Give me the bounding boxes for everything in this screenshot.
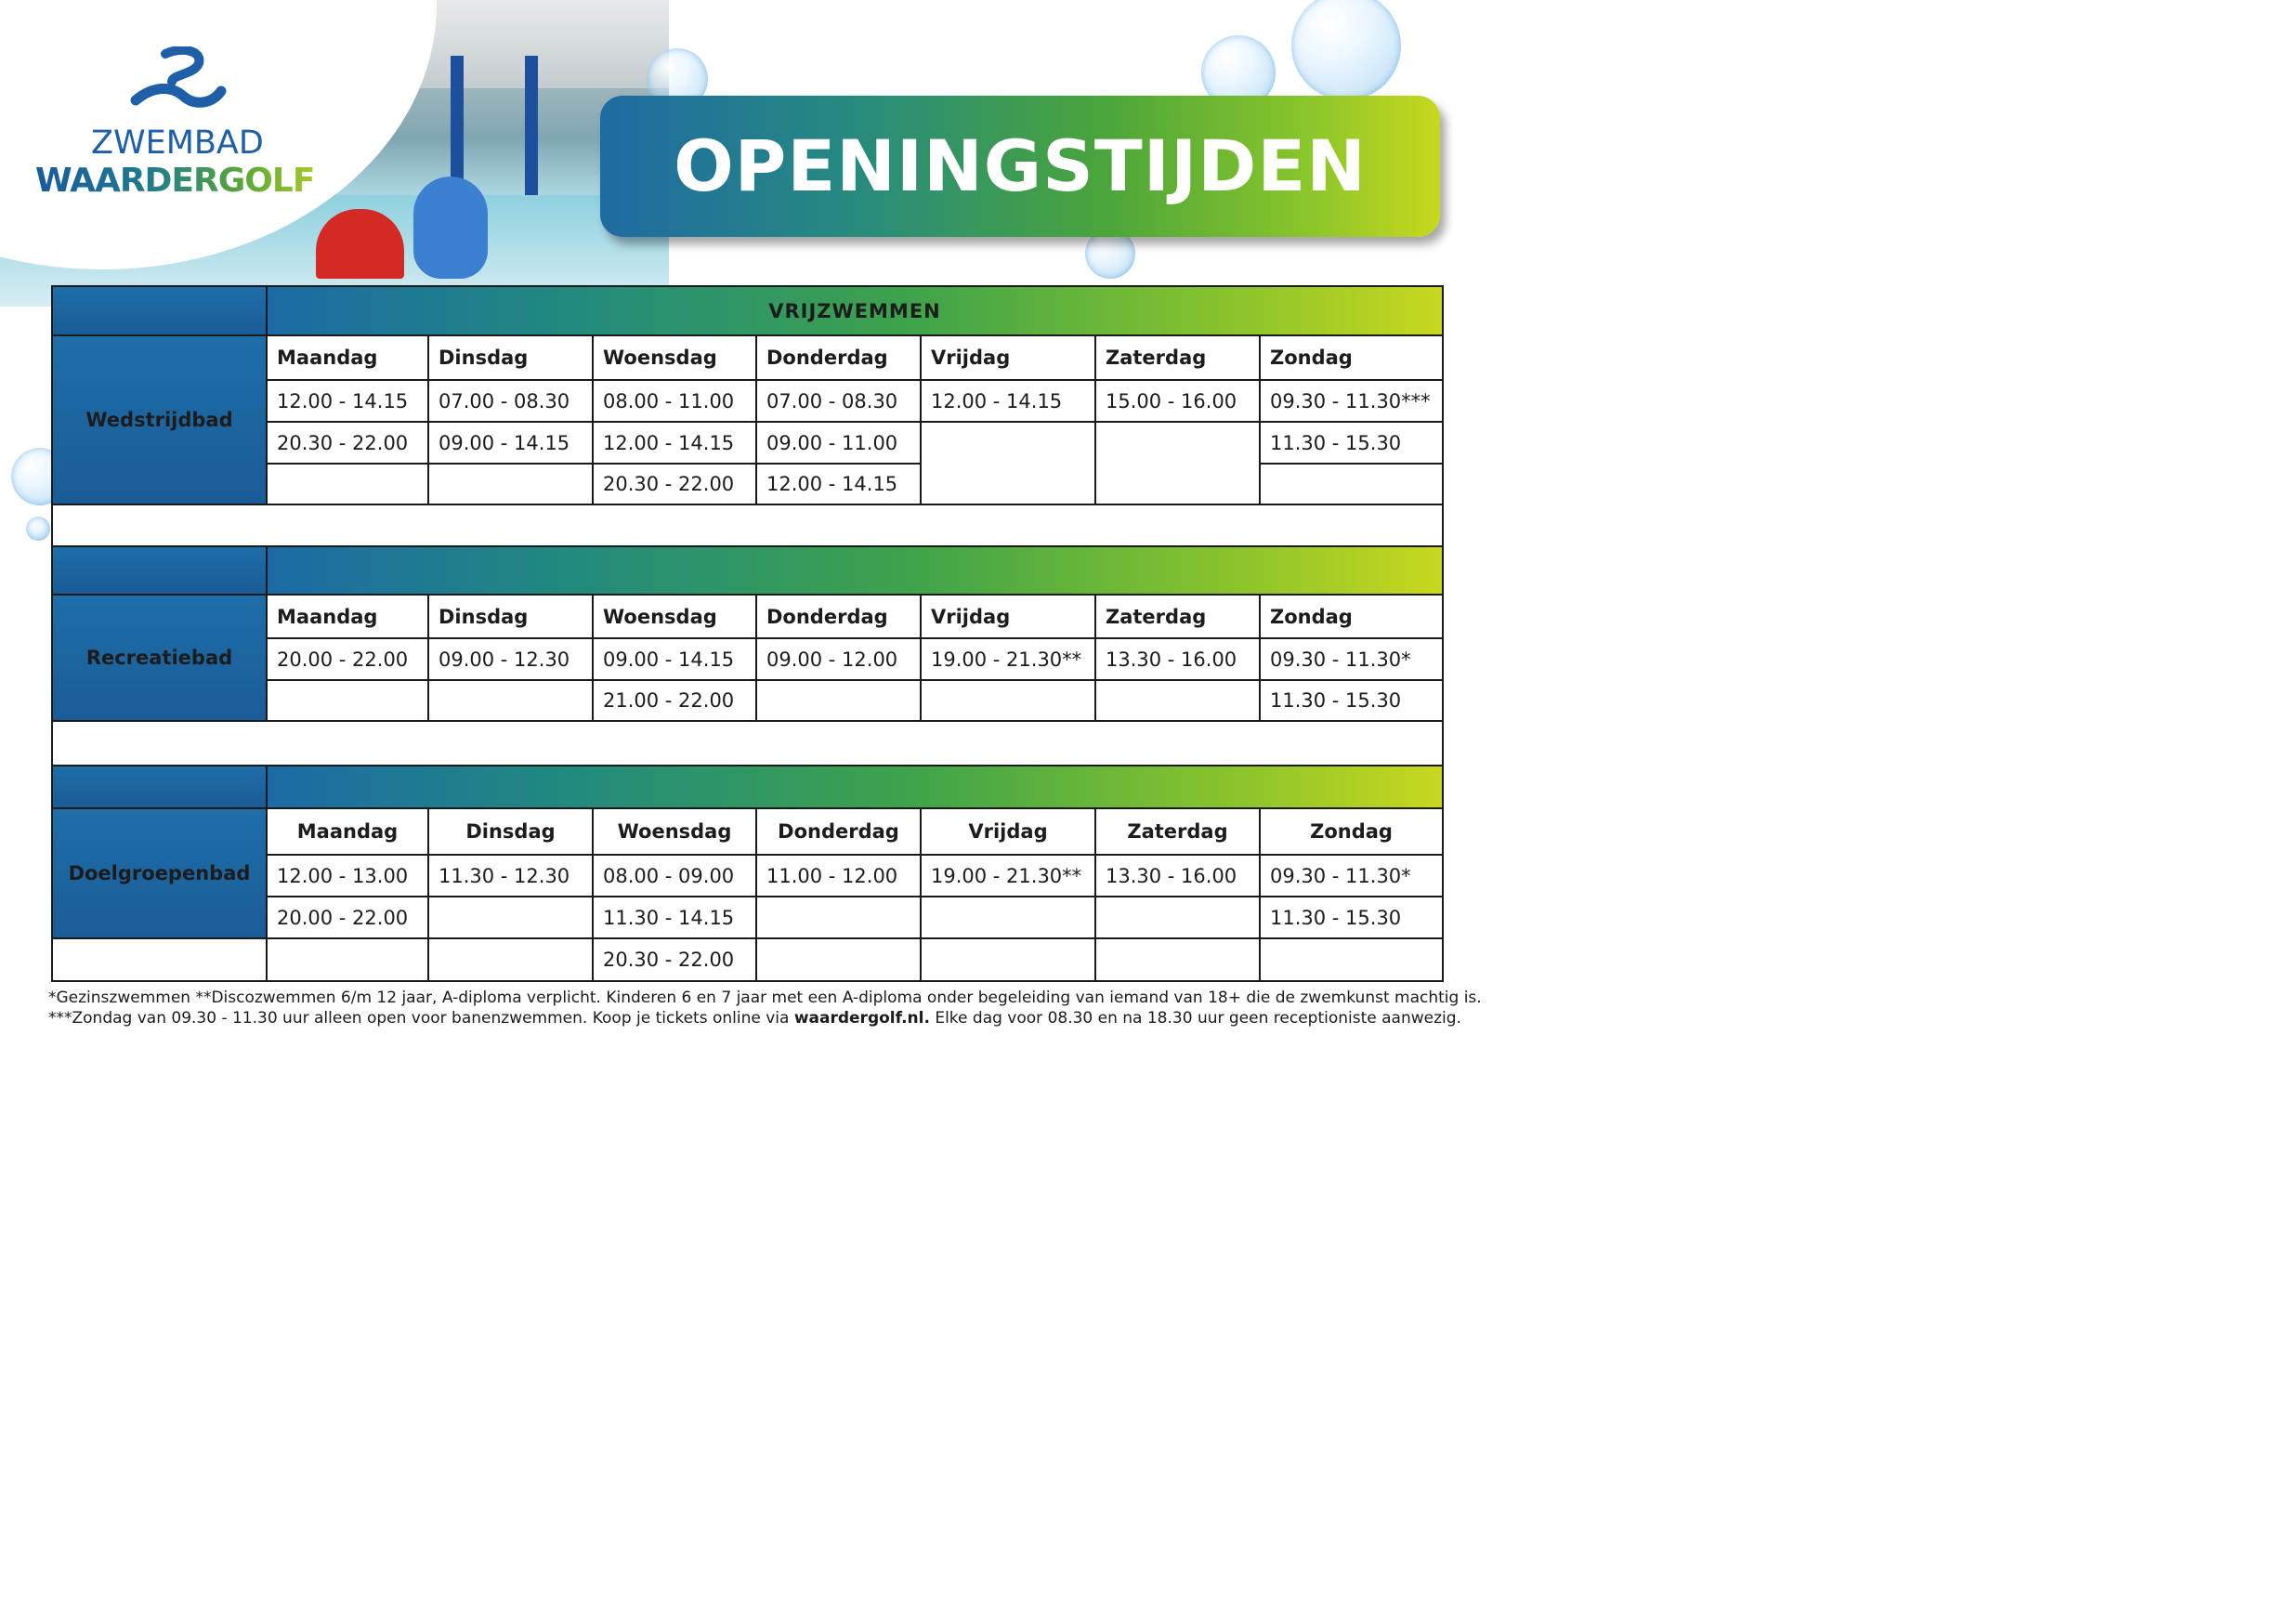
time-cell (921, 897, 1095, 938)
day-header: Woensdag (593, 335, 756, 380)
time-cell: 11.00 - 12.00 (756, 855, 921, 897)
time-cell: 09.00 - 14.15 (593, 638, 756, 680)
time-cell (267, 938, 428, 981)
logo-line-1: ZWEMBAD (91, 124, 264, 162)
time-cell (756, 680, 921, 721)
time-cell (1260, 938, 1443, 981)
day-header: Vrijdag (921, 595, 1095, 638)
footnote-text: ***Zondag van 09.30 - 11.30 uur alleen open voor banenzwemmen. Koop je tickets online via (48, 1009, 794, 1028)
time-cell (428, 464, 593, 504)
time-cell: 15.00 - 16.00 (1095, 380, 1260, 422)
time-cell: 20.00 - 22.00 (267, 897, 428, 938)
section-header-left (52, 546, 267, 595)
day-header: Maandag (267, 595, 428, 638)
section-spacer (52, 504, 1443, 546)
time-cell: 21.00 - 22.00 (593, 680, 756, 721)
time-cell: 09.00 - 14.15 (428, 422, 593, 464)
day-header: Dinsdag (428, 595, 593, 638)
time-cell: 13.30 - 16.00 (1095, 638, 1260, 680)
footnote-line-2 (48, 1009, 1461, 1028)
bubble-decoration (26, 517, 50, 541)
time-cell: 09.00 - 11.00 (756, 422, 921, 464)
day-header: Woensdag (593, 808, 756, 855)
footnote-line-1: *Gezinszwemmen **Discozwemmen 6/m 12 jaar, A-diploma verplicht. Kinderen 6 en 7 jaar met een A-diploma onder begeleiding van iemand van 18+ die de zwemkunst machtig is. (48, 989, 1482, 1007)
wave-logo-icon (130, 46, 227, 111)
website-link[interactable]: waardergolf.nl. (793, 1009, 930, 1028)
time-cell (1095, 680, 1260, 721)
time-cell: 11.30 - 15.30 (1260, 680, 1443, 721)
day-header: Vrijdag (921, 808, 1095, 855)
day-header: Donderdag (756, 335, 921, 380)
time-cell: 08.00 - 09.00 (593, 855, 756, 897)
time-cell (921, 422, 1095, 504)
time-cell: 12.00 - 13.00 (267, 855, 428, 897)
pool-name: Recreatiebad (52, 595, 267, 721)
time-cell (756, 938, 921, 981)
logo-line-2: WAARDERGOLF (35, 162, 315, 200)
day-header: Zondag (1260, 808, 1443, 855)
time-cell: 12.00 - 14.15 (921, 380, 1095, 422)
day-header: Zondag (1260, 595, 1443, 638)
time-cell: 09.30 - 11.30* (1260, 855, 1443, 897)
time-cell (1260, 464, 1443, 504)
time-cell: 09.00 - 12.30 (428, 638, 593, 680)
time-cell (52, 938, 267, 981)
time-cell (1095, 897, 1260, 938)
schedule-table (51, 285, 1444, 982)
time-cell: 09.30 - 11.30* (1260, 638, 1443, 680)
day-header: Dinsdag (428, 808, 593, 855)
time-cell (1095, 422, 1260, 504)
time-cell: 09.30 - 11.30*** (1260, 380, 1443, 422)
section-header-bar (267, 546, 1443, 595)
day-header: Zaterdag (1095, 595, 1260, 638)
time-cell: 19.00 - 21.30** (921, 638, 1095, 680)
time-cell: 20.30 - 22.00 (267, 422, 428, 464)
pool-name: Doelgroepenbad (52, 808, 267, 938)
time-cell (428, 938, 593, 981)
time-cell: 13.30 - 16.00 (1095, 855, 1260, 897)
time-cell: 07.00 - 08.30 (428, 380, 593, 422)
section-header-left (52, 286, 267, 335)
pool-name: Wedstrijdbad (52, 335, 267, 504)
footnote-text: Elke dag voor 08.30 en na 18.30 uur geen receptioniste aanwezig. (929, 1009, 1461, 1028)
time-cell (921, 680, 1095, 721)
bubble-decoration (1291, 0, 1401, 100)
time-cell: 08.00 - 11.00 (593, 380, 756, 422)
day-header: Dinsdag (428, 335, 593, 380)
day-header: Zondag (1260, 335, 1443, 380)
time-cell: 07.00 - 08.30 (756, 380, 921, 422)
time-cell: 11.30 - 14.15 (593, 897, 756, 938)
time-cell: 12.00 - 14.15 (267, 380, 428, 422)
time-cell: 11.30 - 15.30 (1260, 422, 1443, 464)
time-cell: 20.00 - 22.00 (267, 638, 428, 680)
day-header: Zaterdag (1095, 335, 1260, 380)
time-cell: 11.30 - 15.30 (1260, 897, 1443, 938)
time-cell: 09.00 - 12.00 (756, 638, 921, 680)
time-cell: 12.00 - 14.15 (593, 422, 756, 464)
day-header: Zaterdag (1095, 808, 1260, 855)
section-title: VRIJZWEMMEN (267, 286, 1443, 335)
time-cell (267, 464, 428, 504)
section-header-left (52, 766, 267, 808)
section-spacer (52, 721, 1443, 766)
time-cell (428, 897, 593, 938)
time-cell (1095, 938, 1260, 981)
section-header-bar (267, 766, 1443, 808)
time-cell: 11.30 - 12.30 (428, 855, 593, 897)
time-cell (756, 897, 921, 938)
time-cell: 12.00 - 14.15 (756, 464, 921, 504)
day-header: Donderdag (756, 808, 921, 855)
day-header: Donderdag (756, 595, 921, 638)
time-cell (428, 680, 593, 721)
time-cell (921, 938, 1095, 981)
page-title: OPENINGSTIJDEN (674, 124, 1367, 207)
time-cell (267, 680, 428, 721)
day-header: Vrijdag (921, 335, 1095, 380)
day-header: Maandag (267, 808, 428, 855)
day-header: Woensdag (593, 595, 756, 638)
title-banner (600, 96, 1440, 237)
time-cell: 20.30 - 22.00 (593, 464, 756, 504)
time-cell: 19.00 - 21.30** (921, 855, 1095, 897)
time-cell: 20.30 - 22.00 (593, 938, 756, 981)
day-header: Maandag (267, 335, 428, 380)
